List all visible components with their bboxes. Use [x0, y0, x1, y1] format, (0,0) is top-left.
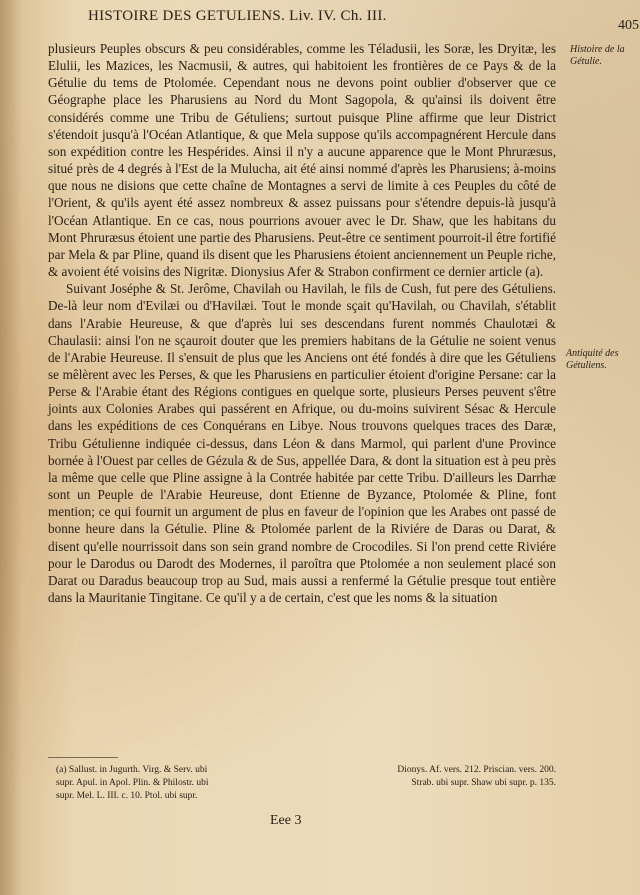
footnote-left: supr. Apul. in Apol. Plin. & Philostr. ubi	[56, 778, 209, 788]
margin-note-histoire: Histoire de la Gétulie.	[570, 44, 625, 67]
paragraph-1: plusieurs Peuples obscurs & peu considérables, comme les Téladusii, les Soræ, les Dryitæ, les Elulii, les Mazices, les Nacmusii, & autres, qui habitoient les frontières de ce Pays & de la Gétulie du tems de Ptolomée. Cependant nous ne devons point oublier d'observer que ce Géographe place les Pharusiens au Nord du Mont Sagopola, & qu'ainsi ils doivent être considérés comme une Tribu de Gétuliens; surtout puisque Pline affirme que leur District s'étendoit jusqu'à l'Océan Atlantique, & que Mela suppose qu'ils accompagnérent Hercule dans son expédition contre les Hespérides. Ainsi il n'y a aucune apparence que le Mont Phruræsus, situé près de 4 degrés à l'Est de la Mulucha, ait été ainsi nommé d'après les Pharusiens; à-moins que nous ne disions que cette chaîne de Montagnes a servi de limite à ces Peuples du côté de l'Orient, & qu'ils ayent été assez nombreux & assez puissans pour s'étendre depuis-là jusqu'à l'Océan Atlantique. En ce cas, nous pourrions avouer avec le Dr. Shaw, que les habitans du Mont Phruræsus étoient une partie des Pharusiens. Peut-être ce sentiment pourroit-il être fortifié par Mela & par Pline, quand ils disent que les Pharusiens étoient anciennement un Peuple riche, & avoient été voisins des Nigritæ. Dionysius Afer & Strabon confirment ce dernier article (a).	[48, 41, 556, 280]
footnote-line	[56, 777, 556, 790]
page-fold-shadow	[0, 0, 22, 895]
main-text	[48, 40, 556, 606]
paragraph-2: Suivant Joséphe & St. Jerôme, Chavilah ou Havilah, le fils de Cush, fut pere des Gétuliens. De-là leur nom d'Evilæi ou d'Havilæi. Tout le monde sçait qu'Havilah, ou Chavilah, s'établit dans l'Arabie Heureuse, & que d'après lui ses descendans furent nommés Chaulotæi & Chaulasii: ainsi l'on ne sçauroit douter que les premiers habitans de la Gétulie ne soient venus de l'Arabie Heureuse. Il s'ensuit de plus que les Anciens ont été fondés à dire que les Gétuliens se mêlèrent avec les Perses, & que les Pharusiens en particulier étoient d'origine Persane: car la Perse & l'Arabie étant des Régions contigues en quelque sorte, plusieurs Perses peuvent s'être joints aux Colonies Arabes qui passérent en Afrique, ou du-moins suivirent Sésac & Hercule dans les expéditions de ces Conquérans en Libye. Nous trouvons quelques traces des Daræ, Tribu Gétulienne indiquée ci-dessus, dans Léon & dans Marmol, qui parlent d'une Province bornée à l'Ouest par celles de Gézula & de Sus, appellée Dara, & dont la situation est à peu près la même que celle que Pline assigne à la Contrée habitée par cette Tribu. D'ailleurs les Darrhæ sont un Peuple de l'Arabie Heureuse, dont Etienne de Byzance, Ptolomée & Pline, font mention; ce qui fournit un argument de plus en faveur de l'opinion que les Arabes ont passé de bonne heure dans la Gétulie. Pline & Ptolomée parlent de la Riviére de Daras ou Darat, & disent qu'elle nourrissoit dans son sein grand nombre de Crocodiles. Si l'on prend cette Riviére pour le Darodus ou Darodt des Modernes, il paroîtra que Ptolomée a non seulement placé son Darat ou Daradus beaucoup trop au Sud, mais aussi a renfermé la Gétulie presque tout entière dans la Mauritanie Tingitane. Ce qu'il y a de certain, c'est que les noms & la situation	[48, 281, 556, 605]
footnote-rule	[48, 757, 118, 758]
signature-mark: Eee 3	[270, 813, 302, 828]
footnote-right: Dionys. Af. vers. 212. Priscian. vers. 200.	[397, 765, 556, 775]
page-number: 405	[618, 18, 639, 33]
footnote-line	[56, 790, 556, 803]
footnote-line	[56, 764, 556, 777]
footnote-right: Strab. ubi supr. Shaw ubi supr. p. 135.	[411, 778, 556, 788]
footnotes	[56, 764, 556, 803]
margin-note-antiquite: Antiquité des Gétuliens.	[566, 348, 619, 371]
page-header	[88, 8, 639, 33]
running-title: HISTOIRE DES GETULIENS. Liv. IV. Ch. III.	[88, 8, 387, 24]
footnote-left: supr. Mel. L. III. c. 10. Ptol. ubi supr.	[56, 791, 198, 801]
footnote-left: (a) Sallust. in Jugurth. Virg. & Serv. ubi	[56, 765, 208, 775]
